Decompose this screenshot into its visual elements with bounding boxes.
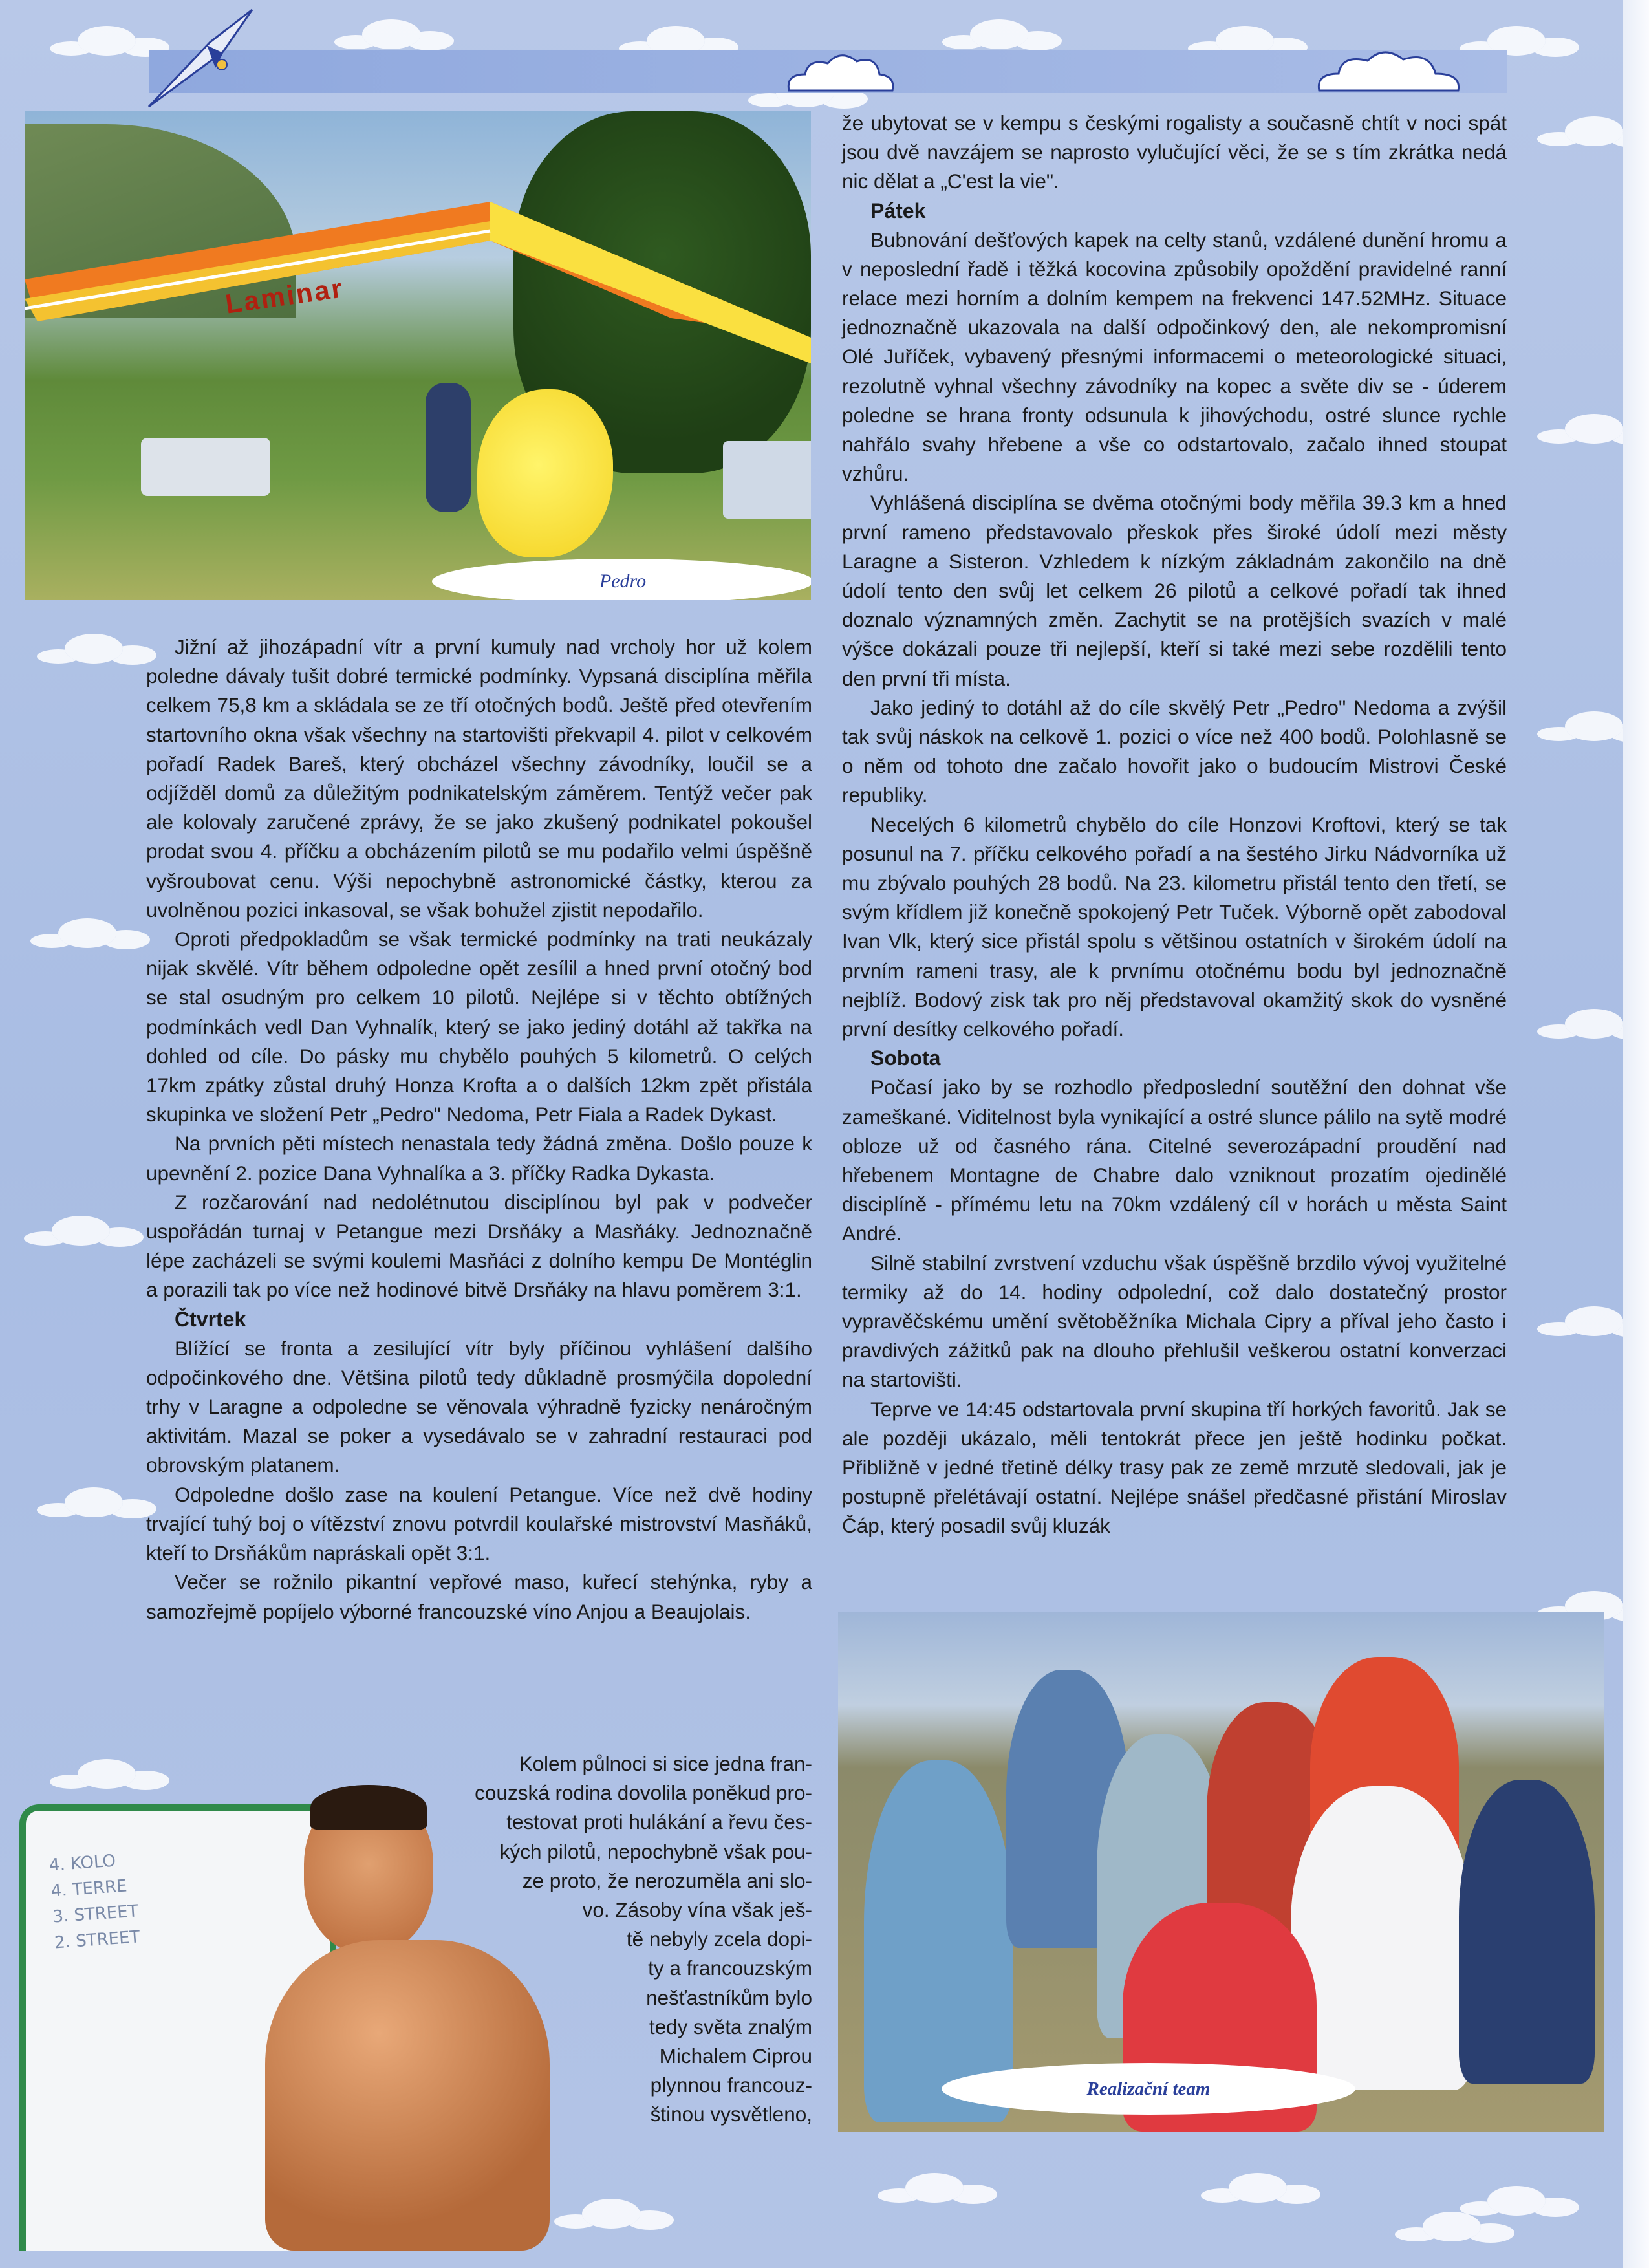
article-line: ze proto, že nerozuměla ani slo- xyxy=(522,1868,812,1892)
article-paragraph: Večer se rožnilo pikantní vepřové maso, kuřecí stehýnka, ryby a samozřejmě popíjelo výborné francouzské víno Anjou a Beaujolais. xyxy=(146,1570,812,1623)
cloud-decoration xyxy=(65,1487,123,1517)
article-paragraph: Na prvních pěti místech nenastala tedy žádná změna. Došlo pouze k upevnění 2. pozice Dana Vyhnalíka a 3. příčky Radka Dykasta. xyxy=(146,1132,812,1185)
article-paragraph: Teprve ve 14:45 odstartovala první skupina tří horkých favoritů. Jak se ale později ukázalo, měli tentokrát přece jen ještě hodinku počkat. Přibližně v jedné třetině délky trasy pak ze země mrzutě sledovali, jak je postupně přelétávají ostatní. Nejlépe snášel předčasné přistání Miroslav Čáp, který posadil svůj kluzák xyxy=(842,1397,1507,1538)
section-heading: Pátek xyxy=(870,199,926,222)
team-photo xyxy=(838,1612,1604,2132)
cloud-decoration xyxy=(78,26,136,56)
cloud-decoration xyxy=(1565,1306,1623,1336)
header-cloud-icon xyxy=(782,45,899,94)
cloud-decoration xyxy=(362,19,420,49)
cloud-decoration xyxy=(905,2173,964,2203)
article-paragraph: Silně stabilní zvrstvení vzduchu však úspěšně brzdilo vývoj využitelné termiky až do 14. hodiny odpolední, což dalo dostatečný prostor vypravěčskému umění světoběžníka Michala Cipry a příval jeho často i pravdivých zážitků pak na dlouho přehlušil veškerou ostatní konverzaci na startovišti. xyxy=(842,1251,1507,1392)
cloud-decoration xyxy=(1487,2186,1546,2216)
team-member xyxy=(1291,1786,1472,2090)
whiteboard-text: 2. STREET xyxy=(54,1927,141,1953)
article-line: ty a francouzským xyxy=(648,1956,812,1980)
article-paragraph: Počasí jako by se rozhodlo předposlední soutěžní den dohnat vše zameškané. Viditelnost byla vynikající a ostré slunce pálilo na sytě modré obloze už od časného rána. Citelné severozápadní proudění nad hřebenem Montagne de Chabre dalo vzniknout prozatím ojedinělé disciplíně - přímému letu na 70km vzdálený cíl v horách u města Saint André. xyxy=(842,1075,1507,1246)
cloud-decoration xyxy=(65,634,123,664)
header-cloud-icon xyxy=(1313,41,1468,94)
section-heading: Čtvrtek xyxy=(175,1307,246,1331)
cloud-decoration xyxy=(1565,116,1623,146)
article-right-column xyxy=(842,109,1507,1541)
photo-caption-pedro: Pedro xyxy=(432,559,811,600)
man-figure xyxy=(265,1785,550,2251)
article-line: kých pilotů, nepochybně však pou- xyxy=(499,1839,812,1863)
pilot-figure xyxy=(426,383,471,512)
article-paragraph: Blížící se fronta a zesilující vítr byly příčinou vyhlášení dalšího odpočinkového dne. Většina pilotů tedy důkladně prosmýčila dopolední trhy v Laragne a odpoledne se věnovala výhradně fyzicky nenáročným aktivitám. Mazal se poker a vysedávalo se v zahradní restauraci pod obrovským platanem. xyxy=(146,1336,812,1477)
article-paragraph: Jako jediný to dotáhl až do cíle skvělý Petr „Pedro" Nedoma a zvýšil tak svůj náskok na celkově 1. pozici o více než 400 bodů. Polohlasně se o něm od tohoto dne začalo hovořit jako o budoucím Mistrovi České republiky. xyxy=(842,695,1507,807)
photo-caption-team: Realizační team xyxy=(942,2063,1355,2115)
cloud-decoration xyxy=(1229,2173,1287,2203)
harness-bag xyxy=(477,389,613,557)
page-binding-edge xyxy=(1623,0,1649,2268)
whiteboard-text: 4. TERRE xyxy=(50,1876,128,1901)
article-paragraph: Odpoledne došlo zase na koulení Petangue. Více než dvě hodiny trvající tuhý boj o vítězství znovu potvrdil koulařské mistrovství Masňáků, kteří to Drsňákům napráskali opět 3:1. xyxy=(146,1482,812,1565)
cloud-decoration xyxy=(970,19,1028,49)
article-line: Michalem Ciprou xyxy=(659,2044,812,2068)
caravan xyxy=(723,441,811,519)
glider-wing-brand: Laminar xyxy=(223,272,346,319)
team-member xyxy=(864,1760,1013,2122)
cloud-decoration xyxy=(1423,2212,1481,2241)
article-line: vo. Zásoby vína však ješ- xyxy=(582,1898,812,1922)
section-heading: Sobota xyxy=(870,1046,941,1070)
article-paragraph: Necelých 6 kilometrů chybělo do cíle Honzovi Kroftovi, který se tak posunul na 7. příčku celkového pořadí a na šestého Jirku Nádvorníka už mu zbývalo pouhých 28 bodů. Na 23. kilometru přistál tento den třetí, se svým křídlem již konečně spokojený Petr Tuček. Výborně opět zabodoval Ivan Vlk, který sice přistál spolu s většinou ostatních v širokém údolí na prvním rameni trasy, ale k prvnímu otočnému bodu byl jednoznačně nejblíž. Bodový zisk tak pro něj představoval okamžitý skok do vysněné první desítky celkového pořadí. xyxy=(842,812,1507,1041)
article-line: plynnou francouz- xyxy=(650,2073,812,2097)
man-portrait-photo xyxy=(19,1785,601,2251)
cloud-decoration xyxy=(1565,711,1623,741)
article-line: tedy světa znalým xyxy=(649,2014,812,2038)
article-line: Kolem půlnoci si sice jedna fran- xyxy=(519,1752,812,1775)
article-paragraph: že ubytovat se v kempu s českými rogalisty a současně chtít v noci spát jsou dvě navzájem se naprosto vylučující věci, že se s tím zkrátka nedá nic dělat a „C'est la vie". xyxy=(842,111,1507,193)
glider-wing xyxy=(25,202,811,370)
whiteboard-text: 4. KOLO xyxy=(48,1851,116,1875)
article-line: nešťastníkům bylo xyxy=(646,1985,812,2009)
article-paragraph: Jižní až jihozápadní vítr a první kumuly nad vrcholy hor už kolem poledne dávaly tušit dobré termické podmínky. Vypsaná disciplína měřila celkem 75,8 km a skládala se ze tří otočných bodů. Ještě před otevřením startovního okna však všechny na startovišti překvapil 4. pilot v celkovém pořadí Radek Bareš, který obcházel všechny závodníky, loučil se a odjížděl domů za důležitým podnikatelským záměrem. Tentýž večer pak ale kolovaly zaručené zprávy, že se jako zkušený podnikatel pokoušel prodat svou 4. příčku a obcházením pilotů se mu podařilo velmi úspěšně vyšroubovat cenu. Výši nepochybně astronomické částky, kterou za uvolněnou pozici inkasoval, se však bohužel zjistit nepodařilo. xyxy=(146,635,812,922)
caravan xyxy=(141,438,270,496)
cloud-decoration xyxy=(1565,1009,1623,1039)
article-paragraph: Z rozčarování nad nedolétnutou disciplínou byl pak v podvečer uspořádán turnaj v Petangue mezi Drsňáky a Masňáky. Jednoznačně lépe zacházeli se svými koulemi Masňáci z dolního kempu De Montéglin a porazili tak po více než hodinové bitvě Drsňáky na hlavu poměrem 3:1. xyxy=(146,1190,812,1302)
cloud-decoration xyxy=(52,1216,110,1246)
man-torso xyxy=(265,1940,550,2251)
man-hair xyxy=(310,1785,427,1830)
article-paragraph: Bubnování dešťových kapek na celty stanů, vzdálené dunění hromu a v neposlední řadě i těžká kocovina způsobily opoždění pravidelné ranní relace mezi horním a dolním kempem na frekvenci 147.52MHz. Situace jednoznačně ukazovala na další odpočinkový den, ale nekompromisní Olé Juříček, vybavený přesnými informacemi o meteorologické situaci, rezolutně vyhnal všechny závodníky na kopec a světe div se - úderem poledne se hrana fronty odsunula k jihovýchodu, ostré slunce rychle nahřálo svahy hřebene a vše co odstartovalo, začalo ihned stoupat vzhůru. xyxy=(842,228,1507,486)
cloud-decoration xyxy=(1565,414,1623,444)
article-left-column xyxy=(146,632,812,1626)
article-line: testovat proti hulákání a řevu čes- xyxy=(506,1810,812,1834)
article-line: couzská rodina dovolila poněkud pro- xyxy=(475,1781,812,1805)
team-member xyxy=(1459,1780,1595,2084)
article-line: štinou vysvětleno, xyxy=(650,2102,812,2126)
whiteboard-text: 3. STREET xyxy=(52,1901,139,1927)
hang-glider-logo-icon xyxy=(146,6,255,110)
header-bar xyxy=(149,50,1507,93)
article-paragraph: Oproti předpokladům se však termické podmínky na trati neukázaly nijak skvělé. Vítr během odpoledne opět zesílil a hned první otočný bod se stal osudným pro celkem 10 pilotů. Nejlépe si v těchto obtížných podmínkách vedl Dan Vyhnalík, který se jako jediný dotáhl až takřka na dohled od cíle. Do pásky mu chybělo pouhých 5 kilometrů. O celých 17km zpátky zůstal druhý Honza Krofta a o dalších 12km zpět přistála skupinka ve složení Petr „Pedro" Nedoma, Petr Fiala a Radek Dykast. xyxy=(146,927,812,1127)
cloud-decoration xyxy=(58,918,116,948)
article-line: tě nebyly zcela dopi- xyxy=(626,1927,812,1951)
article-paragraph: Vyhlášená disciplína se dvěma otočnými body měřila 39.3 km a hned první rameno představovalo přeskok přes široké údolí mezi městy Laragne a Sisteron. Vzhledem k nízkým základnám zakončilo na dně údolí tento den svůj let celkem 26 pilotů a celkové pořadí tak ihned doznalo významných změn. Zachytit se na protějších svazích v malé výšce dokázali pouze tři nejlepší, kteří si také mezi sebe rozdělili tento den první tři místa. xyxy=(842,491,1507,690)
hang-glider-photo xyxy=(25,111,811,600)
